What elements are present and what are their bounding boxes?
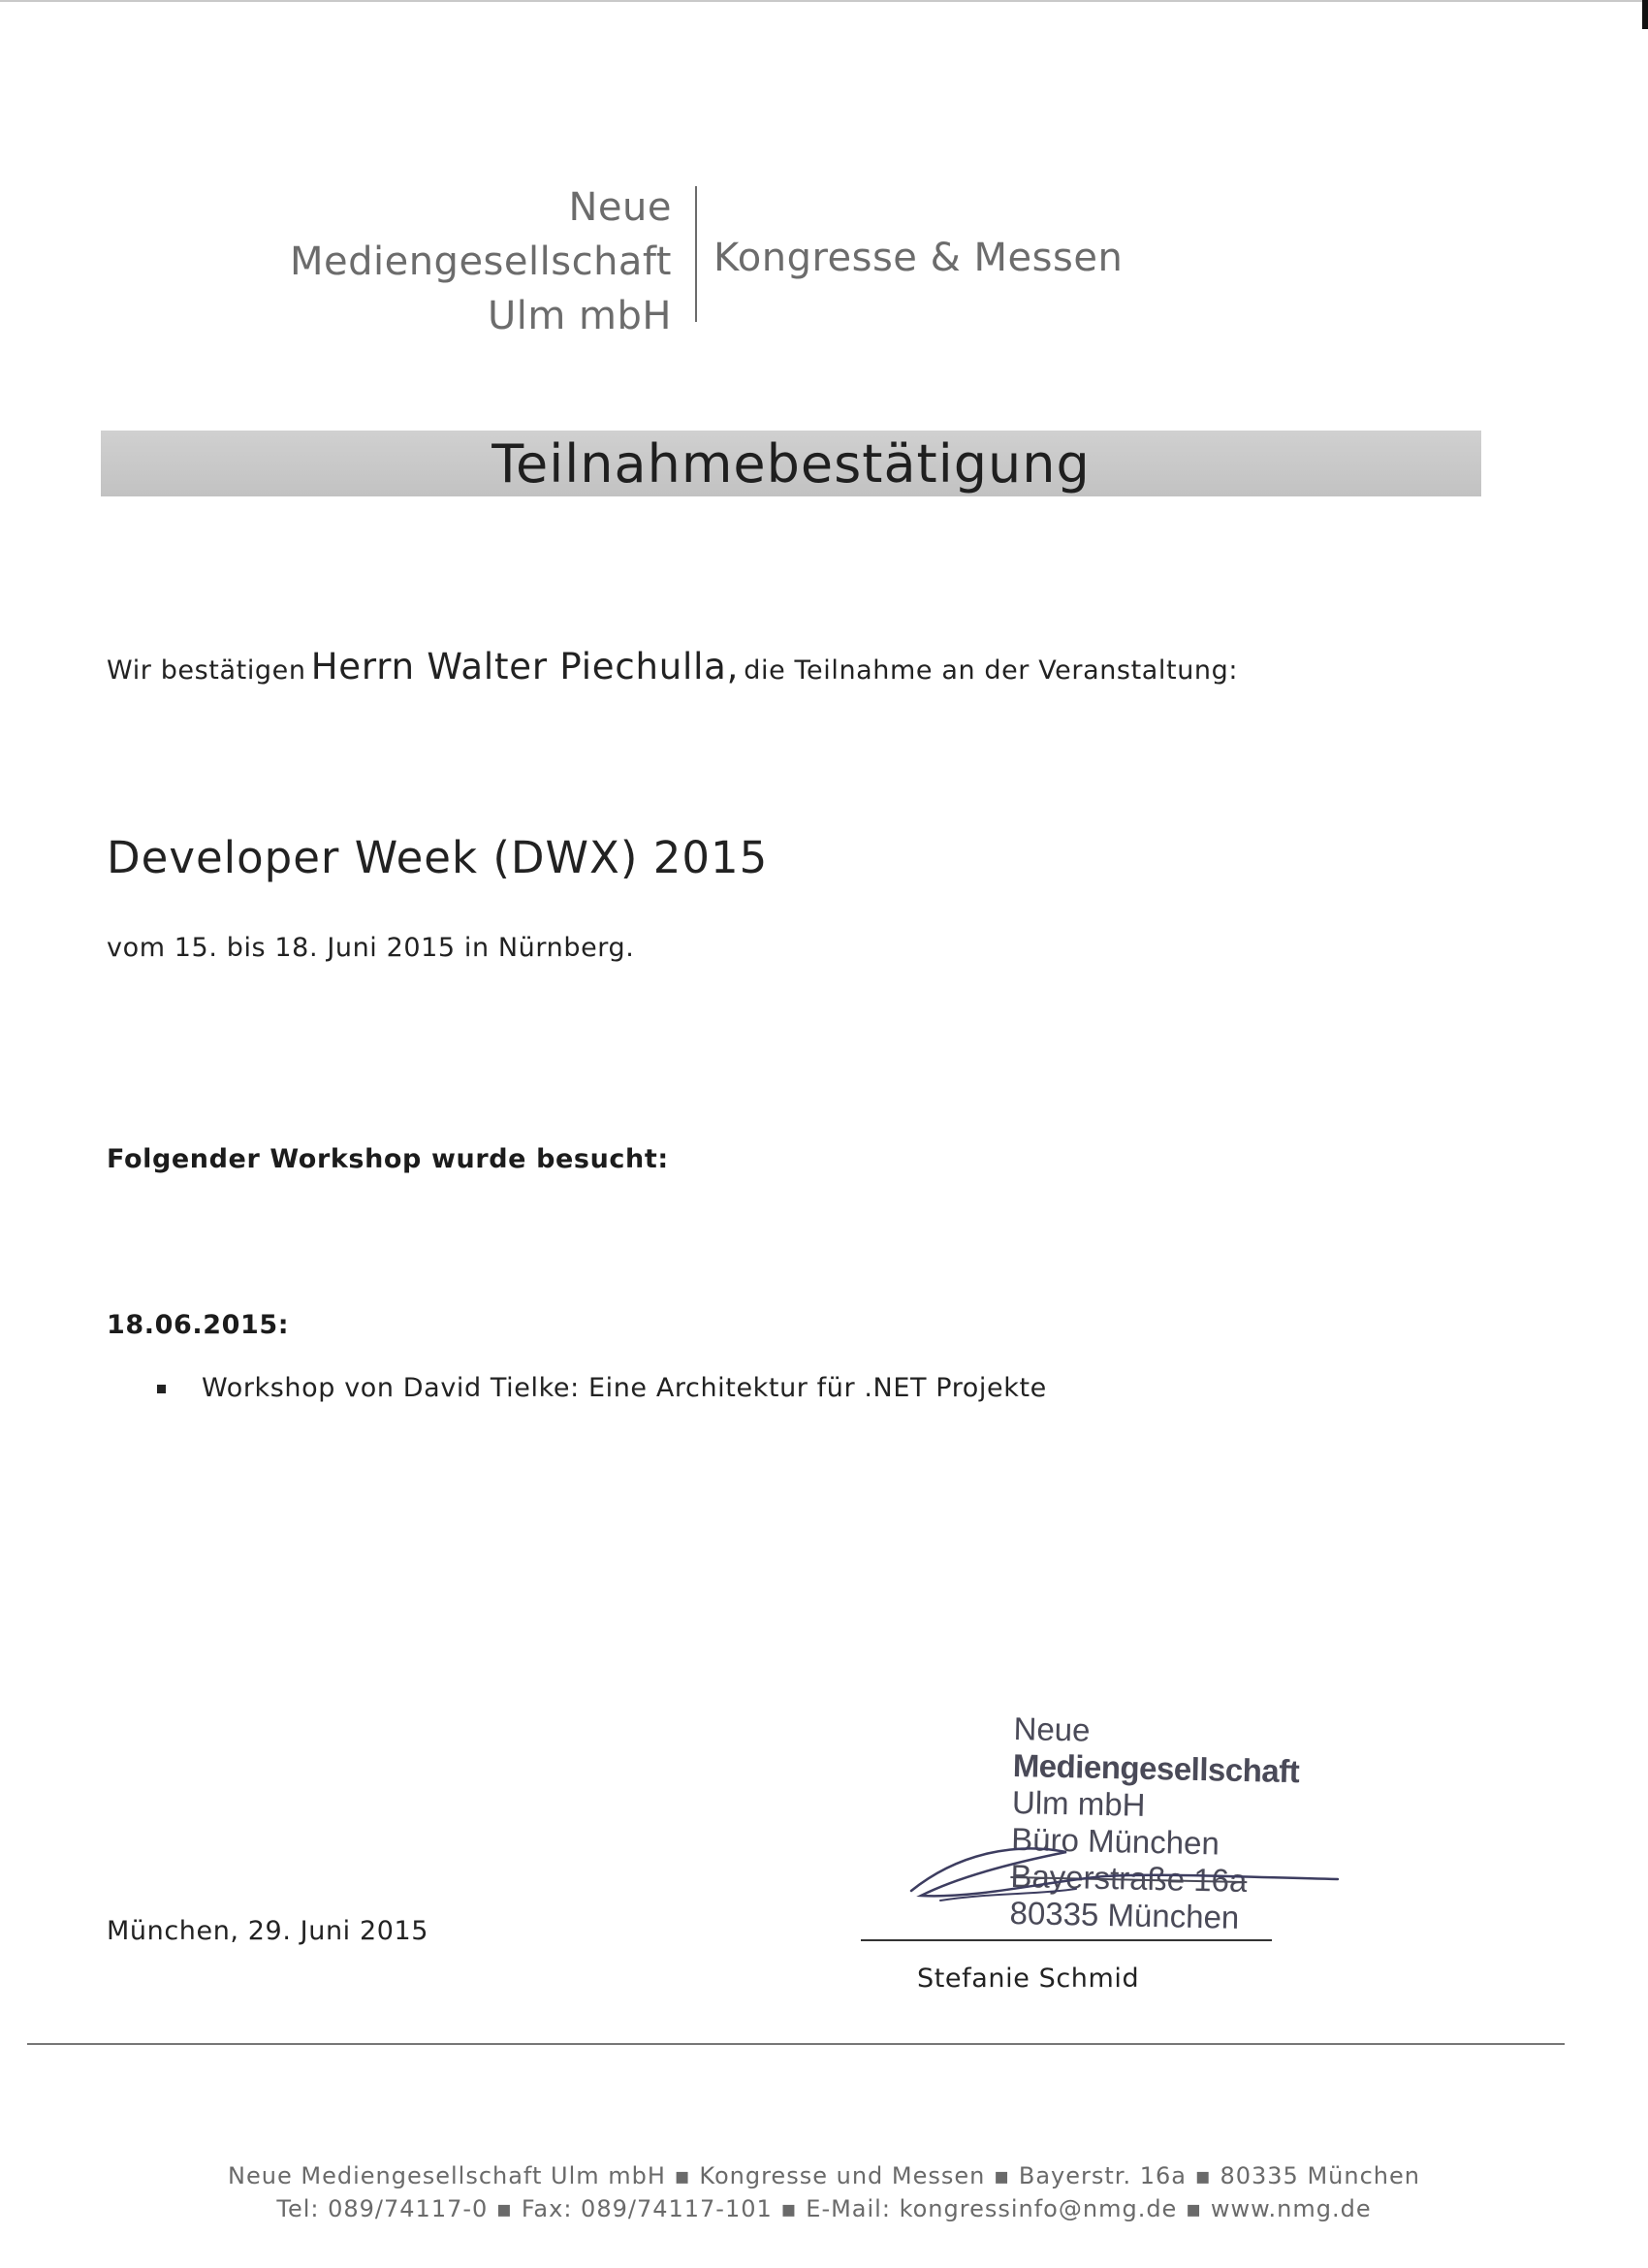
footer-contact: Tel: 089/74117-0 ▪ Fax: 089/74117-101 ▪ E-Mail: kongressinfo@nmg.de ▪ www.nmg.de	[276, 2195, 1372, 2222]
signer-name: Stefanie Schmid	[917, 1964, 1140, 1994]
workshop-item: Workshop von David Tielke: Eine Architektur für .NET Projekte	[202, 1373, 1047, 1403]
footer-rule	[27, 2043, 1565, 2045]
signature-line	[861, 1939, 1272, 1941]
stamp-line-1: Neue	[1013, 1710, 1091, 1748]
stamp-line-6: 80335 München	[1009, 1894, 1240, 1935]
confirmation-suffix: die Teilnahme an der Veranstaltung:	[744, 655, 1239, 686]
participant-name: Herrn Walter Piechulla,	[310, 646, 740, 687]
confirmation-prefix: Wir bestätigen	[107, 655, 306, 686]
scan-corner-mark	[1642, 0, 1648, 29]
scan-edge	[0, 0, 1648, 2]
letterhead-line-2: Mediengesellschaft	[289, 240, 672, 284]
workshop-heading: Folgender Workshop wurde besucht:	[107, 1144, 669, 1174]
confirmation-sentence	[107, 646, 1238, 687]
stamp-line-5: Bayerstraße 16a	[1010, 1857, 1248, 1900]
place-date: München, 29. Juni 2015	[107, 1916, 429, 1946]
stamp-line-4: Büro München	[1010, 1820, 1220, 1862]
signature-scribble	[902, 1823, 1347, 1930]
letterhead-line-1: Neue	[568, 185, 672, 230]
event-dates: vom 15. bis 18. Juni 2015 in Nürnberg.	[107, 933, 635, 963]
workshop-date: 18.06.2015:	[107, 1310, 290, 1340]
stamp-line-2: Mediengesellschaft	[1012, 1746, 1300, 1790]
document-title: Teilnahmebestätigung	[491, 433, 1091, 495]
letterhead-company	[290, 180, 672, 343]
letterhead-line-3: Ulm mbH	[487, 294, 672, 338]
event-name: Developer Week (DWX) 2015	[107, 832, 769, 883]
letterhead-divider	[695, 186, 697, 322]
bullet-icon	[157, 1385, 166, 1393]
footer-address: Neue Mediengesellschaft Ulm mbH ▪ Kongresse und Messen ▪ Bayerstr. 16a ▪ 80335 München	[228, 2162, 1420, 2189]
letterhead-division: Kongresse & Messen	[713, 236, 1124, 280]
stamp-line-3: Ulm mbH	[1011, 1783, 1146, 1823]
